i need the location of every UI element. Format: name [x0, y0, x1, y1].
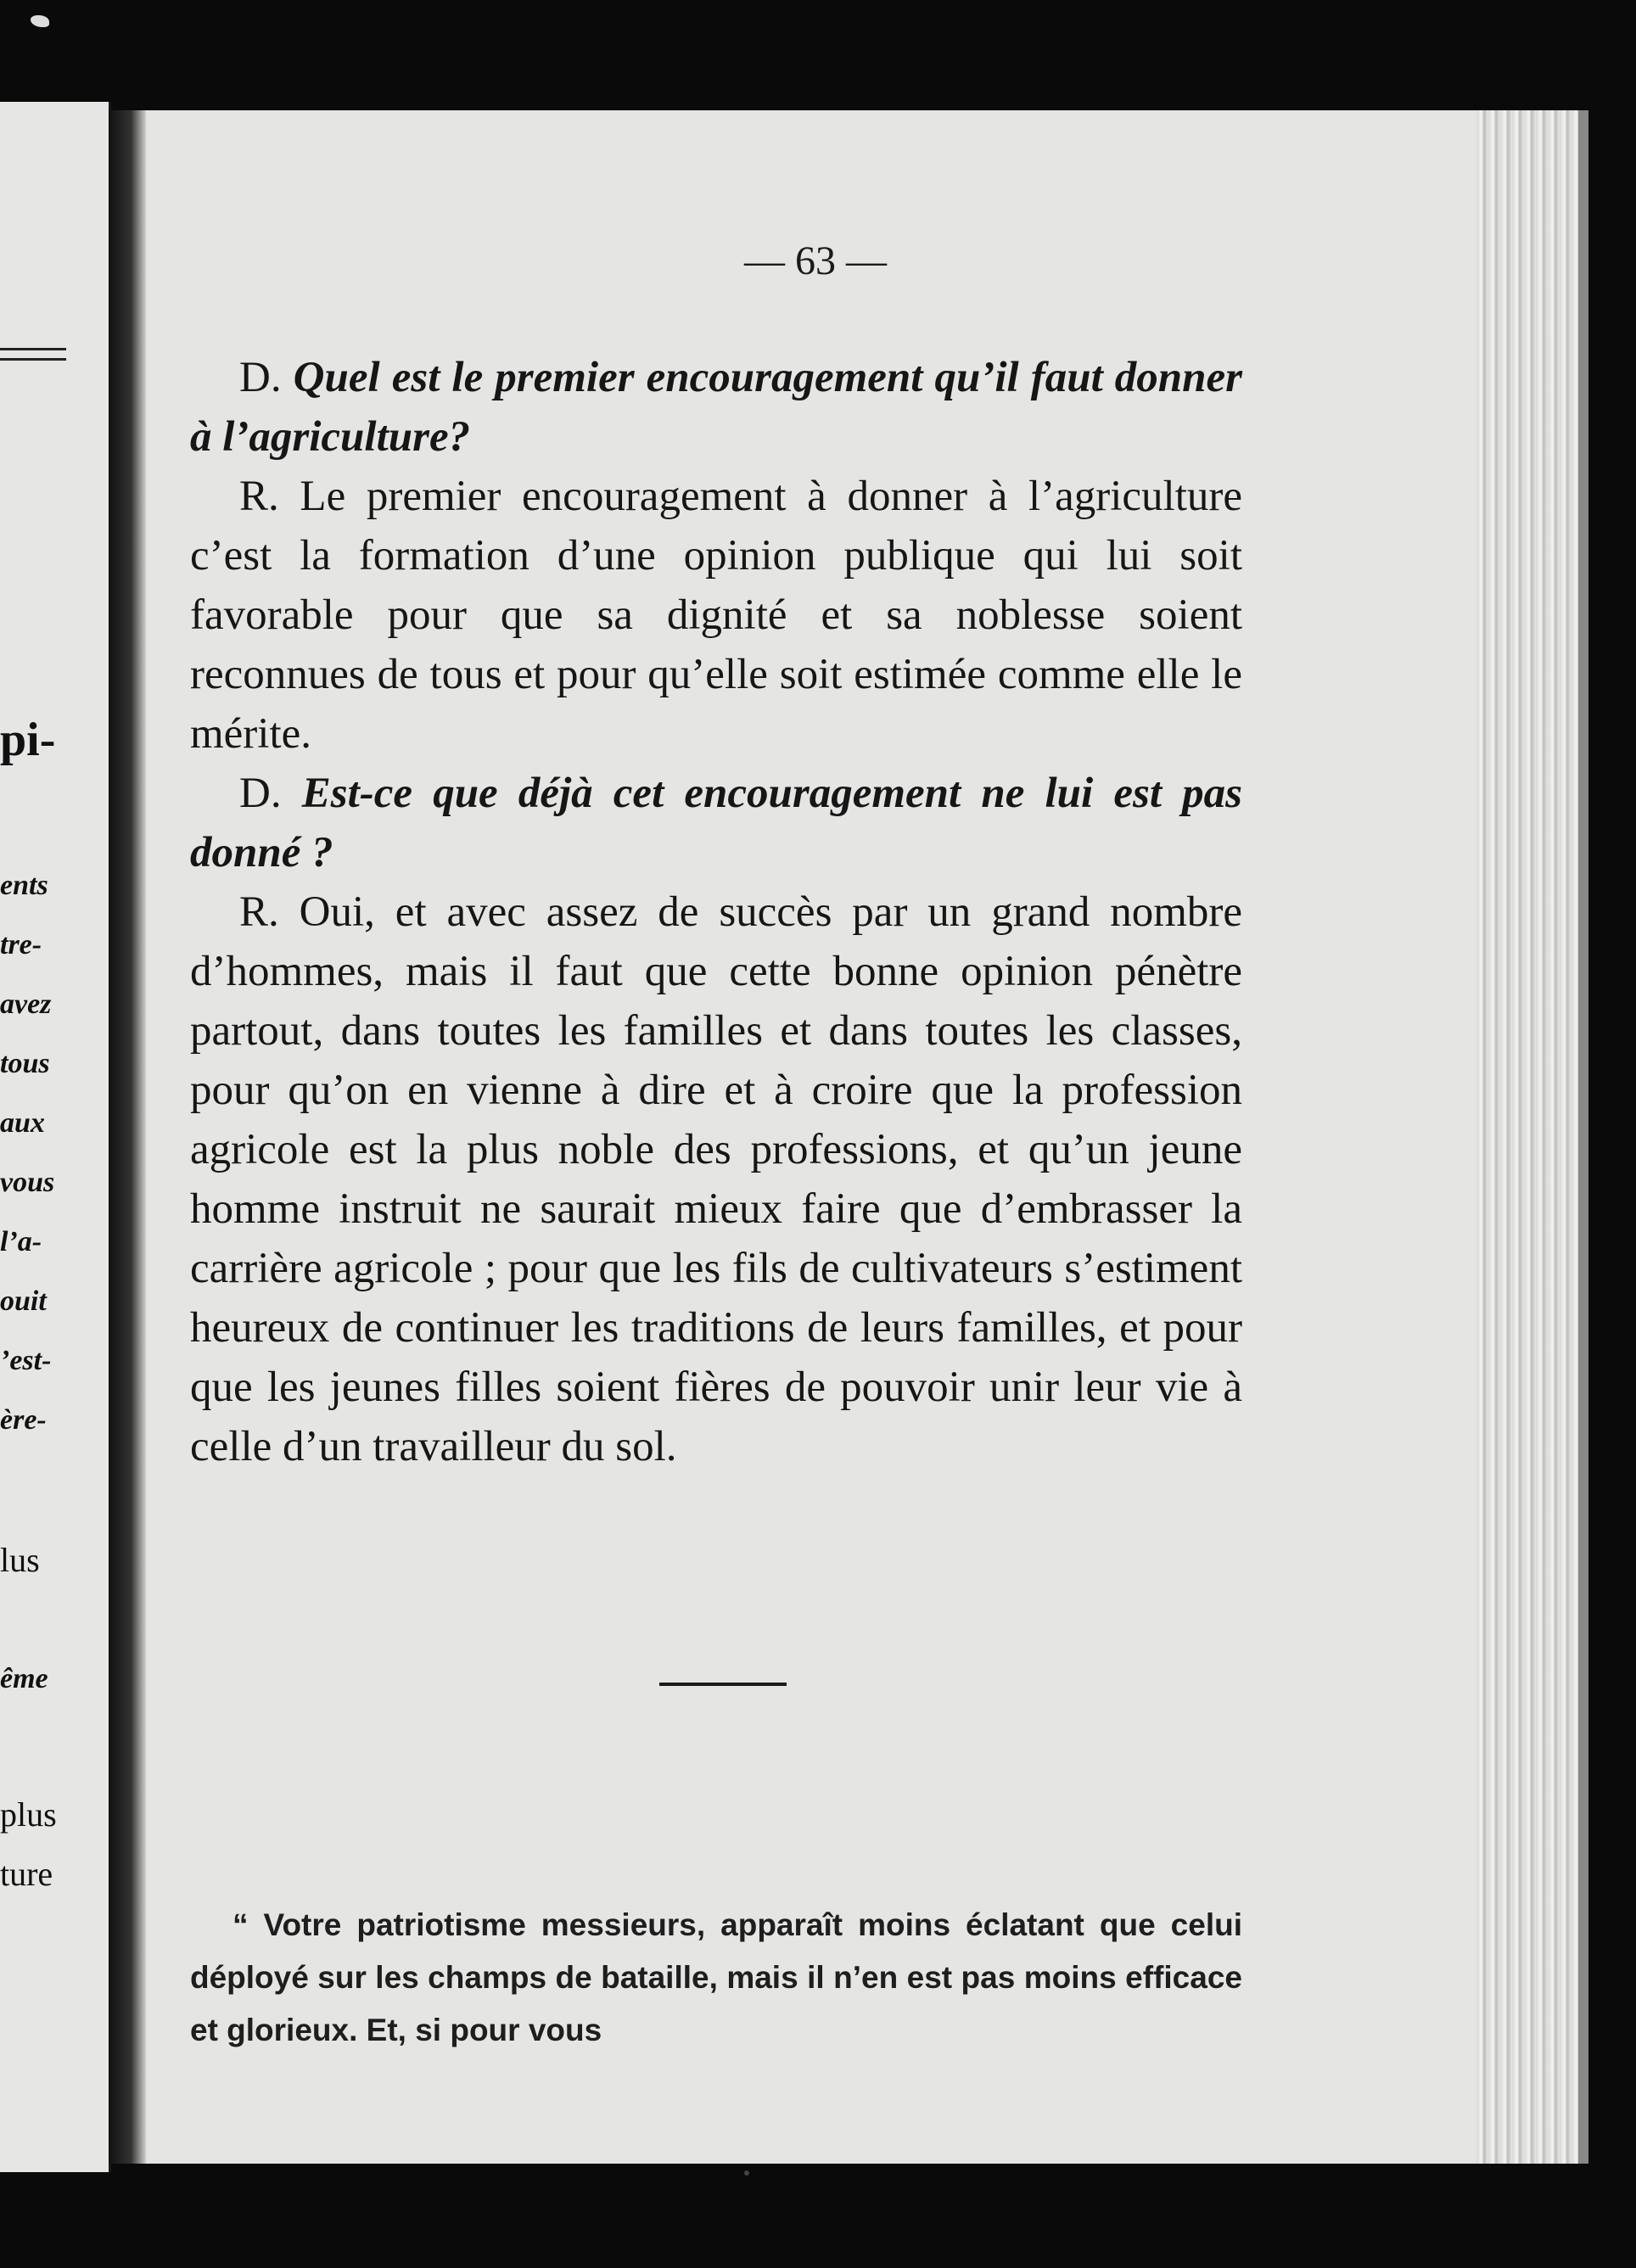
- book-gutter: [109, 110, 146, 2164]
- left-page-fragment: [0, 102, 111, 2172]
- paragraph-text: Oui, et avec assez de succès par un grand nombre d’hommes, mais il faut que cette bonne opinion pénètre partout, dans toutes les familles et dans toutes les classes, pour qu’on en vienne à dire et à croire que la profession agricole est la plus noble des professions, et qu’un jeune homme instruit ne saurait mieux faire que d’embrasser la carrière agricole ; pour que les fils de cultivateurs s’estiment heureux de continuer les traditions de leurs familles, et pour que les jeunes filles soient fières de pouvoir unir leur vie à celle d’un travailleur du sol.: [190, 888, 1242, 1470]
- book-page: [146, 110, 1485, 2164]
- left-fragment: ture: [0, 1855, 53, 1893]
- left-fragment: ’est-: [0, 1345, 52, 1376]
- paragraph-text: Le premier encouragement à donner à l’agriculture c’est la formation d’une opinion publique qui lui soit favorable pour que sa dignité et sa noblesse soient reconnues de tous et pour qu’elle soit estimée comme elle le mérite.: [190, 473, 1242, 758]
- left-fragment: pi-: [0, 714, 56, 766]
- left-page-rule: [0, 348, 66, 350]
- left-fragment: tre-: [0, 929, 42, 960]
- body-text: [190, 348, 1242, 1476]
- left-fragment: aux: [0, 1107, 45, 1139]
- left-fragment: ère-: [0, 1404, 47, 1436]
- paragraph-label: R.: [239, 888, 279, 936]
- left-fragment: ouit: [0, 1285, 47, 1317]
- left-fragment: vous: [0, 1167, 55, 1198]
- paragraph-label: R.: [239, 473, 279, 520]
- scan-speck: [31, 15, 49, 27]
- page-edges-shadow: [1578, 110, 1588, 2164]
- left-fragment: ême: [0, 1663, 48, 1694]
- page-number: — 63 —: [744, 238, 887, 283]
- paragraph-answer: [190, 882, 1242, 1476]
- quote-text: “ Votre patriotisme messieurs, apparaît moins éclatant que celui déployé sur les champs de bataille, mais il n’en est pas moins efficace et glorieux. Et, si pour vous: [190, 1907, 1242, 2047]
- left-fragment: l’a-: [0, 1226, 42, 1257]
- paragraph-question: [190, 764, 1242, 882]
- paragraph-question: [190, 348, 1242, 467]
- paragraph-label: D.: [239, 354, 282, 401]
- left-fragment: ents: [0, 870, 48, 901]
- paragraph-answer: [190, 467, 1242, 764]
- left-fragment: lus: [0, 1541, 40, 1579]
- paragraph-text: Quel est le premier encouragement qu’il faut donner à l’agriculture?: [190, 354, 1243, 461]
- left-fragment: tous: [0, 1048, 50, 1079]
- section-divider: [659, 1683, 787, 1686]
- page-edges: [1476, 110, 1578, 2164]
- left-fragment: plus: [0, 1795, 57, 1834]
- left-fragment: avez: [0, 988, 52, 1020]
- paragraph-text: Est-ce que déjà cet encouragement ne lui est pas donné ?: [190, 770, 1243, 876]
- paragraph-label: D.: [239, 770, 282, 817]
- left-page-rule: [0, 358, 66, 361]
- scan-speck: [744, 2170, 749, 2176]
